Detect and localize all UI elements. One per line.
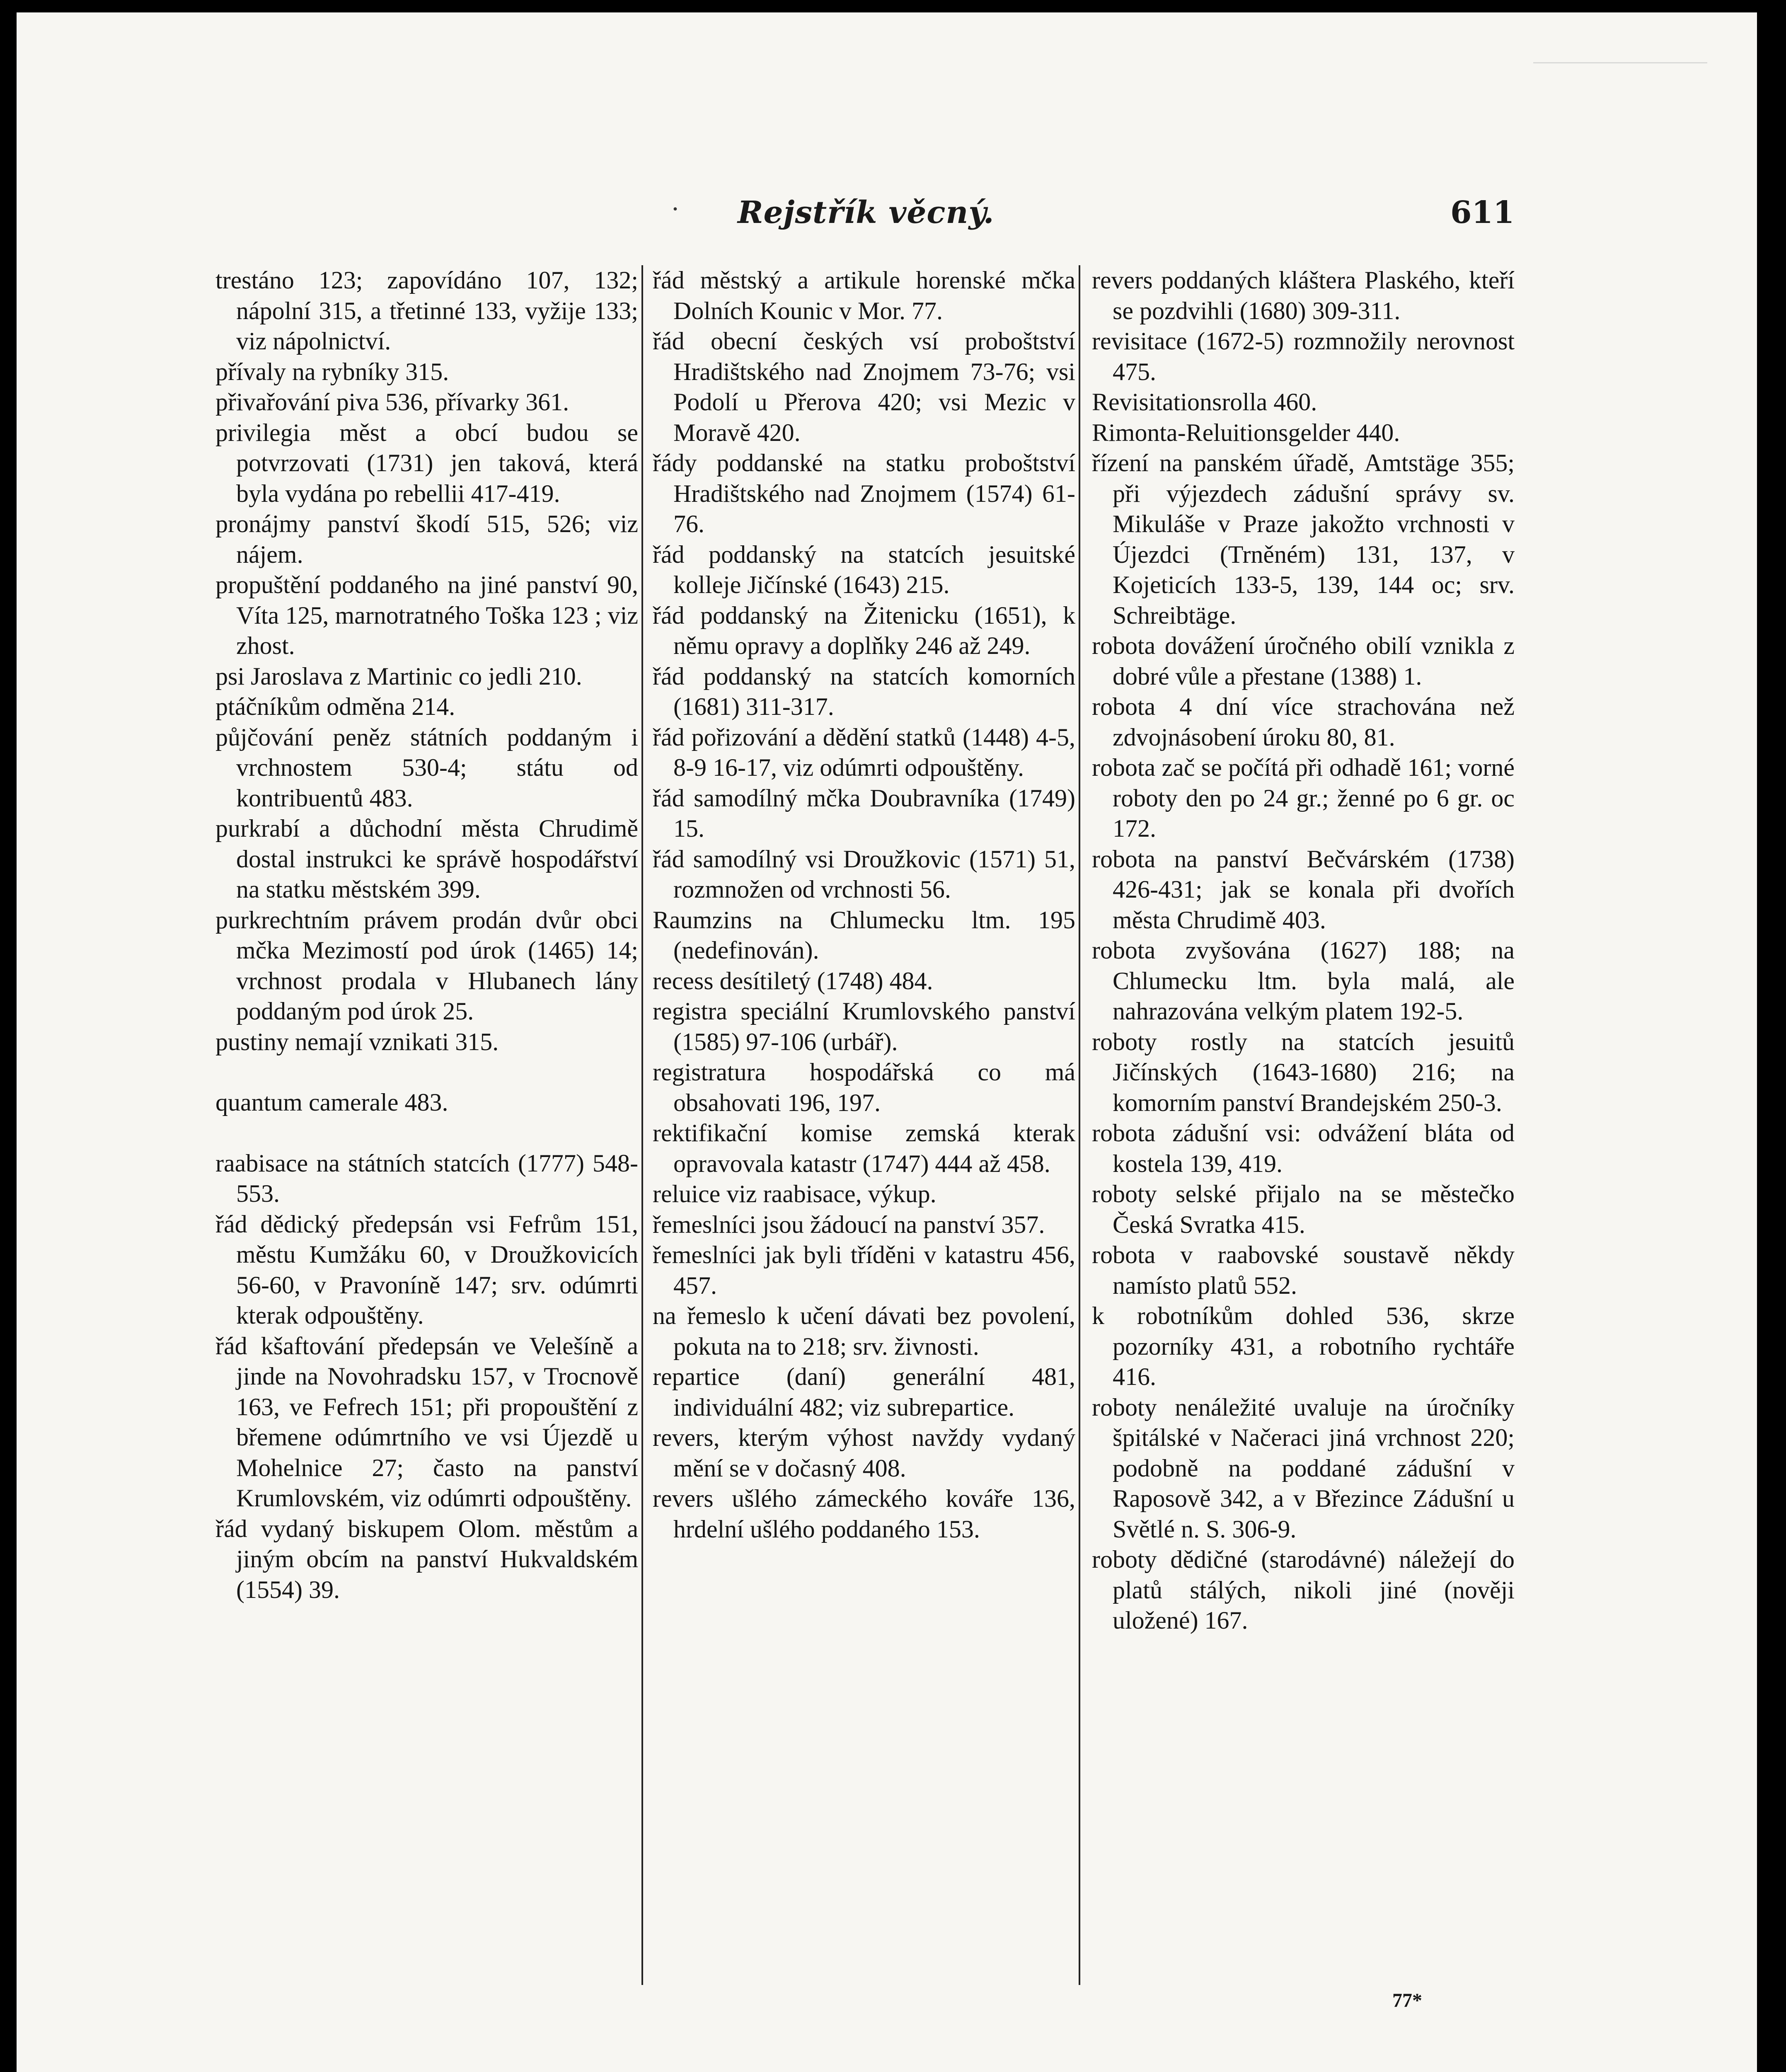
top-border <box>17 0 1757 12</box>
index-column-1 <box>215 265 638 1605</box>
corner-mark <box>1533 12 1707 63</box>
header-dot: · <box>671 195 680 224</box>
index-entry: řád poddanský na Žitenicku (1651), k němu opravy a doplňky 246 až 249. <box>653 601 1075 659</box>
index-column-3 <box>1092 265 1515 1636</box>
index-entry: řády poddanské na statku proboštství Hradištského nad Znojmem (1574) 61-76. <box>653 449 1075 537</box>
index-entry: roboty nenáležité uvaluje na úročníky špitálské v Načeraci jiná vrchnost 220; podobně na poddané zádušní v Raposově 342, a v Březince Zádušní u Světlé n. S. 306-9. <box>1092 1393 1515 1543</box>
index-entry: robota zvyšována (1627) 188; na Chlumecku ltm. byla malá, ale nahrazována velkým platem 192-5. <box>1092 937 1515 1025</box>
index-entry: registra speciální Krumlovského panství (1585) 97-106 (urbář). <box>653 997 1075 1055</box>
index-entry: přívaly na rybníky 315. <box>215 358 449 385</box>
section-gap <box>215 1118 638 1148</box>
index-entry: roboty rostly na statcích jesuitů Jičínských (1643-1680) 216; na komorním panství Brandejském 250-3. <box>1092 1028 1515 1116</box>
index-entry: řád kšaftování předepsán ve Velešíně a jinde na Novohradsku 157, v Trocnově 163, ve Fefrech 151; při propouštění z břemene odúmrtního ve vsi Újezdě u Mohelnice 27; často na panství Krumlovském, viz odúmrti odpouštěny. <box>215 1332 638 1512</box>
page-number: 611 <box>1450 195 1515 230</box>
index-entry: propuštění poddaného na jiné panství 90, Víta 125, marnotratného Toška 123 ; viz zhost. <box>215 571 638 659</box>
index-entry: reluice viz raabisace, výkup. <box>653 1180 937 1208</box>
index-entry: robota dovážení úročného obilí vznikla z dobré vůle a přestane (1388) 1. <box>1092 632 1515 690</box>
index-entry: rektifikační komise zemská kterak opravovala katastr (1747) 444 až 458. <box>653 1119 1075 1177</box>
index-entry: robota 4 dní více strachována než zdvojnásobení úroku 80, 81. <box>1092 693 1515 751</box>
index-entry: psi Jaroslava z Martinic co jedli 210. <box>215 662 582 690</box>
index-entry: řízení na panském úřadě, Amtstäge 355; při výjezdech zádušní správy sv. Mikuláše v Praze jakožto vrchnosti v Újezdci (Trněném) 131, 137, v Kojeticích 133-5, 139, 144 oc; srv. Schreibtäge. <box>1092 449 1515 629</box>
index-entry: řád dědický předepsán vsi Fefrům 151, městu Kumžáku 60, v Droužkovicích 56-60, v Pravoníně 147; srv. odúmrti kterak odpouštěny. <box>215 1210 638 1329</box>
index-entry: purkrechtním právem prodán dvůr obci mčka Mezimostí pod úrok (1465) 14; vrchnost prodala v Hlubanech lány poddaným pod úrok 25. <box>215 906 638 1025</box>
index-entry: trestáno 123; zapovídáno 107, 132; nápolní 315, a třetinné 133, vyžije 133; viz nápolnictví. <box>215 266 638 355</box>
index-entry: řád samodílný vsi Droužkovic (1571) 51, rozmnožen od vrchnosti 56. <box>653 845 1075 903</box>
index-entry: revers ušlého zámeckého kováře 136, hrdelní ušlého poddaného 153. <box>653 1485 1075 1543</box>
index-entry: revers, kterým výhost navždy vydaný mění se v dočasný 408. <box>653 1424 1075 1482</box>
index-entry: purkrabí a důchodní města Chrudimě dostal instrukci ke správě hospodářství na statku městském 399. <box>215 815 638 903</box>
index-entry: robota na panství Bečvárském (1738) 426-431; jak se konala při dvořích města Chrudimě 403. <box>1092 845 1515 934</box>
running-head: Rejstřík věcný. <box>738 195 995 230</box>
index-entry: řemeslníci jsou žádoucí na panství 357. <box>653 1210 1045 1238</box>
index-entry: raabisace na státních statcích (1777) 548-553. <box>215 1149 638 1207</box>
index-entry: na řemeslo k učení dávati bez povolení, pokuta na to 218; srv. živnosti. <box>653 1302 1075 1360</box>
index-entry: Revisitationsrolla 460. <box>1092 388 1317 416</box>
index-entry: repartice (daní) generální 481, individuální 482; viz subrepartice. <box>653 1363 1075 1421</box>
index-entry: robota zádušní vsi: odvážení bláta od kostela 139, 419. <box>1092 1119 1515 1177</box>
index-entry: registratura hospodářská co má obsahovati 196, 197. <box>653 1058 1075 1116</box>
index-entry: řád vydaný biskupem Olom. městům a jiným obcím na panství Hukvaldském (1554) 39. <box>215 1515 638 1603</box>
index-entry: roboty selské přijalo na se městečko Česká Svratka 415. <box>1092 1180 1515 1238</box>
column-separator <box>641 265 643 1985</box>
section-gap <box>215 1057 638 1087</box>
index-entry: pustiny nemají vznikati 315. <box>215 1028 499 1055</box>
column-separator <box>1079 265 1080 1985</box>
index-entry: Raumzins na Chlumecku ltm. 195 (nedefinován). <box>653 906 1075 964</box>
index-entry: řád obecní českých vsí proboštství Hradištského nad Znojmem 73-76; vsi Podolí u Přerova 420; vsi Mezic v Moravě 420. <box>653 327 1075 446</box>
index-entry: roboty dědičné (starodávné) náležejí do platů stálých, nikoli jiné (nověji uložené) 167. <box>1092 1546 1515 1634</box>
index-entry: řád pořizování a dědění statků (1448) 4-5, 8-9 16-17, viz odúmrti odpouštěny. <box>653 723 1075 781</box>
index-entry: řád poddanský na statcích komorních (1681) 311-317. <box>653 662 1075 720</box>
index-entry: revisitace (1672-5) rozmnožily nerovnost 475. <box>1092 327 1515 385</box>
printer-signature: 77* <box>1392 1990 1422 2011</box>
index-entry: Rimonta-Reluitionsgelder 440. <box>1092 419 1400 446</box>
index-entry: k robotníkům dohled 536, skrze pozorníky 431, a robotního rychtáře 416. <box>1092 1302 1515 1390</box>
index-entry: privilegia měst a obcí budou se potvrzovati (1731) jen taková, která byla vydána po rebellii 417-419. <box>215 419 638 507</box>
index-entry: pronájmy panství škodí 515, 526; viz nájem. <box>215 510 638 568</box>
index-entry: quantum camerale 483. <box>215 1089 448 1116</box>
index-entry: řád poddanský na statcích jesuitské kolleje Jičínské (1643) 215. <box>653 540 1075 598</box>
index-entry: řád městský a artikule horenské mčka Dolních Kounic v Mor. 77. <box>653 266 1075 324</box>
index-entry: robota v raabovské soustavě někdy namísto platů 552. <box>1092 1241 1515 1299</box>
index-entry: půjčování peněz státních poddaným i vrchnostem 530-4; státu od kontribuentů 483. <box>215 723 638 812</box>
index-entry: robota zač se počítá při odhadě 161; vorné roboty den po 24 gr.; ženné po 6 gr. oc 172. <box>1092 754 1515 842</box>
index-entry: řemeslníci jak byli tříděni v katastru 456, 457. <box>653 1241 1075 1299</box>
index-column-2 <box>653 265 1075 1544</box>
index-entry: ptáčníkům odměna 214. <box>215 693 455 720</box>
index-entry: řád samodílný mčka Doubravníka (1749) 15. <box>653 784 1075 842</box>
index-entry: přivařování piva 536, přívarky 361. <box>215 388 569 416</box>
index-entry: revers poddaných kláštera Plaského, kteří se pozdvihli (1680) 309-311. <box>1092 266 1515 324</box>
index-entry: recess desítiletý (1748) 484. <box>653 967 933 995</box>
